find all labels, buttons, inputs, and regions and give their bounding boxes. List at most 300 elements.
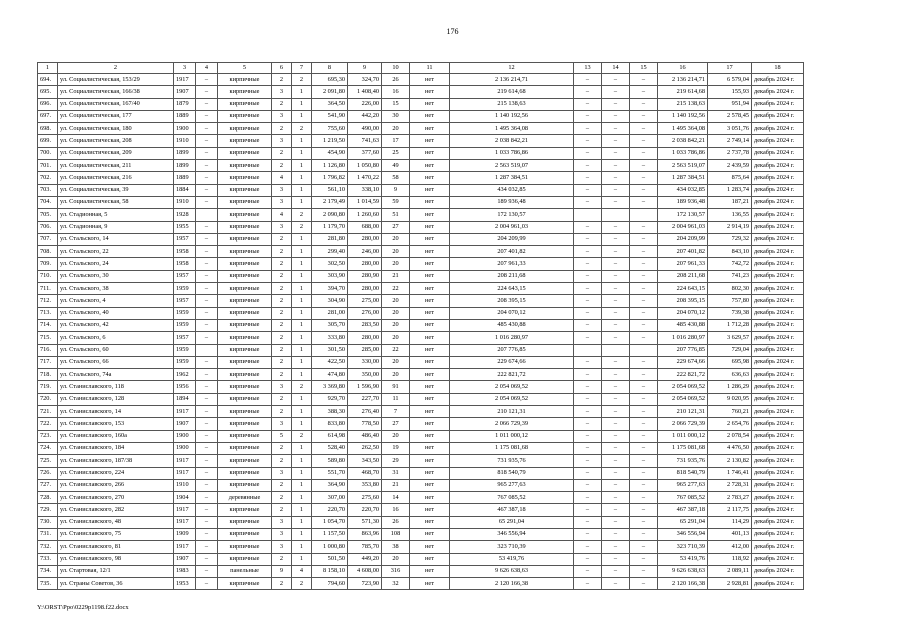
table-row [38,332,804,344]
table-row [38,381,804,393]
table-cell: 364,50 [312,98,348,110]
table-cell: 20 [382,307,410,319]
table-cell: – [602,504,630,516]
table-cell: – [630,504,658,516]
table-cell: декабрь 2024 г. [752,553,804,565]
table-cell: ул. Станиславского, 128 [58,393,174,405]
table-cell: декабрь 2024 г. [752,307,804,319]
table-cell: 281,80 [312,233,348,245]
table-cell: 875,64 [708,172,752,184]
table-cell: декабрь 2024 г. [752,455,804,467]
table-cell: ул. Станиславского, 160а [58,430,174,442]
table-cell: ул. Социалистическая, 167/40 [58,98,174,110]
table-cell: 734. [38,565,58,577]
table-cell: 229 674,66 [450,356,574,368]
table-cell: 7 [382,406,410,418]
table-cell: ул. Стальского, 6 [58,332,174,344]
table-cell: 1 [292,504,312,516]
table-cell: 767 085,52 [450,492,574,504]
table-cell: 11 [382,393,410,405]
table-cell: 2 [272,578,292,590]
table-cell: кирпичные [218,455,272,467]
table-cell: 486,40 [348,430,382,442]
table-cell: – [602,98,630,110]
table-cell: 2 749,14 [708,135,752,147]
table-cell: 708. [38,246,58,258]
table-cell: декабрь 2024 г. [752,344,804,356]
table-cell: 299,40 [312,246,348,258]
table-cell: – [602,332,630,344]
table-cell: ул. Стальского, 40 [58,307,174,319]
table-cell: кирпичные [218,258,272,270]
table-cell: 346 556,94 [450,528,574,540]
table-cell: 1 [292,541,312,553]
table-cell: 1907 [174,418,196,430]
table-cell: декабрь 2024 г. [752,332,804,344]
table-cell: 5 [272,430,292,442]
table-cell: – [630,307,658,319]
table-cell: 729,04 [708,344,752,356]
table-row [38,98,804,110]
table-cell: 1 470,22 [348,172,382,184]
table-cell: 2 117,75 [708,504,752,516]
table-cell: 698. [38,123,58,135]
table-cell: 229 674,66 [658,356,708,368]
table-cell: 2 090,80 [312,209,348,221]
table-cell: кирпичные [218,270,272,282]
table-cell: 285,00 [348,344,382,356]
table-cell: – [196,295,218,307]
table-cell: декабрь 2024 г. [752,418,804,430]
table-cell: кирпичные [218,221,272,233]
table-cell: 1957 [174,295,196,307]
table-cell: 718. [38,369,58,381]
table-cell: 742,72 [708,258,752,270]
table-row [38,147,804,159]
table-cell: 1 175 081,68 [450,442,574,454]
table-cell: 1 [292,344,312,356]
table-cell: нет [410,307,450,319]
table-cell: 730. [38,516,58,528]
table-cell: 735. [38,578,58,590]
table-cell: ул. Станиславского, 184 [58,442,174,454]
table-cell: 741,63 [348,135,382,147]
table-cell: 2 179,49 [312,196,348,208]
table-cell [602,209,630,221]
table-cell: 280,00 [348,233,382,245]
table-cell: 1 175 081,68 [658,442,708,454]
table-cell: 1959 [174,319,196,331]
table-cell: кирпичные [218,578,272,590]
table-cell: 699. [38,135,58,147]
table-row [38,135,804,147]
table-cell: – [602,196,630,208]
table-cell: 1958 [174,246,196,258]
table-cell: – [602,270,630,282]
table-cell [630,344,658,356]
table-cell: 1917 [174,541,196,553]
table-cell: 27 [382,221,410,233]
table-cell: 1904 [174,492,196,504]
table-cell: ул. Социалистическая, 166/38 [58,86,174,98]
table-cell: 1 [292,479,312,491]
table-cell: 1 287 384,51 [658,172,708,184]
table-cell: – [602,147,630,159]
table-cell: 1907 [174,553,196,565]
table-cell: нет [410,369,450,381]
table-cell: 614,98 [312,430,348,442]
table-cell: ул. Стальского, 42 [58,319,174,331]
table-row [38,184,804,196]
table-cell: – [574,467,602,479]
table-cell: 9 020,95 [708,393,752,405]
table-cell: 59 [382,196,410,208]
file-path-footer: Y:\ORST\Ppo\0229p1198.f22.docx [37,604,129,611]
table-cell: декабрь 2024 г. [752,209,804,221]
table-cell: 20 [382,319,410,331]
table-cell: 1 [292,356,312,368]
table-cell: 394,70 [312,283,348,295]
header-cell: 10 [382,63,410,74]
table-cell: – [574,160,602,172]
table-cell: нет [410,221,450,233]
table-cell: 204 070,12 [450,307,574,319]
table-cell: 1959 [174,356,196,368]
table-cell: 2 [292,123,312,135]
table-cell: – [574,369,602,381]
table-cell: 333,80 [312,332,348,344]
table-cell: нет [410,381,450,393]
table-cell: 434 032,85 [450,184,574,196]
header-cell: 8 [312,63,348,74]
table-cell: 1 [292,516,312,528]
table-cell: 172 130,57 [450,209,574,221]
table-cell: 706. [38,221,58,233]
table-cell: 1900 [174,123,196,135]
table-cell: 222 821,72 [450,369,574,381]
table-cell: декабрь 2024 г. [752,86,804,98]
table-cell: 2 783,27 [708,492,752,504]
table-cell: декабрь 2024 г. [752,172,804,184]
table-cell: ул. Стальского, 66 [58,356,174,368]
table-cell: – [196,442,218,454]
table-cell: 726. [38,467,58,479]
table-cell: 3 [272,135,292,147]
table-row [38,393,804,405]
table-cell: декабрь 2024 г. [752,184,804,196]
table-cell: кирпичные [218,479,272,491]
table-cell: 323 710,39 [658,541,708,553]
table-cell: – [196,528,218,540]
table-cell: 65 291,04 [658,516,708,528]
table-cell: 4 [292,565,312,577]
table-cell: нет [410,135,450,147]
table-cell: – [196,233,218,245]
table-cell: – [574,135,602,147]
table-cell: – [602,578,630,590]
table-cell: 794,60 [312,578,348,590]
table-cell: ул. Стальского, 38 [58,283,174,295]
table-cell: 324,70 [348,74,382,86]
table-row [38,565,804,577]
table-cell: декабрь 2024 г. [752,270,804,282]
table-cell: 2 [272,319,292,331]
table-cell [630,209,658,221]
table-cell: 760,21 [708,406,752,418]
table-cell: 1983 [174,565,196,577]
table-cell: нет [410,504,450,516]
table-cell: 364,90 [312,479,348,491]
table-cell: 22 [382,344,410,356]
table-cell: нет [410,246,450,258]
table-cell: 717. [38,356,58,368]
table-cell: – [574,172,602,184]
table-cell: нет [410,295,450,307]
table-cell: – [630,356,658,368]
table-cell: нет [410,160,450,172]
table-cell: 388,30 [312,406,348,418]
table-cell: 280,00 [348,283,382,295]
table-cell: нет [410,528,450,540]
table-cell: 589,80 [312,455,348,467]
table-cell: – [602,528,630,540]
table-cell: кирпичные [218,283,272,295]
table-cell: кирпичные [218,406,272,418]
header-cell: 3 [174,63,196,74]
table-cell: 26 [382,74,410,86]
table-cell: 3 [272,196,292,208]
table-cell: 3 629,57 [708,332,752,344]
table-cell: ул. Социалистическая, 208 [58,135,174,147]
table-cell: 2 [272,455,292,467]
table-cell: декабрь 2024 г. [752,221,804,233]
table-cell: 1 [292,147,312,159]
table-cell: 189 936,48 [450,196,574,208]
table-cell: 377,60 [348,147,382,159]
table-cell: кирпичные [218,516,272,528]
table-row [38,418,804,430]
table-cell: 723. [38,430,58,442]
table-cell: – [630,430,658,442]
table-cell: нет [410,553,450,565]
table-cell: – [574,356,602,368]
table-cell: 20 [382,553,410,565]
table-cell: 1 140 192,56 [658,110,708,122]
table-cell: 21 [382,270,410,282]
table-cell: – [196,430,218,442]
table-cell: 561,10 [312,184,348,196]
table-cell: 707. [38,233,58,245]
table-cell: кирпичные [218,430,272,442]
table-cell: 207 961,33 [658,258,708,270]
table-cell: 1 283,74 [708,184,752,196]
table-cell: декабрь 2024 г. [752,160,804,172]
table-cell: декабрь 2024 г. [752,110,804,122]
table-cell: – [574,221,602,233]
table-row [38,344,804,356]
table-cell: 485 430,88 [658,319,708,331]
table-cell: 2 [292,430,312,442]
table-row [38,221,804,233]
table-cell: 2 [272,479,292,491]
table-cell: нет [410,406,450,418]
table-cell: 1 [292,184,312,196]
table-cell: 705. [38,209,58,221]
table-cell: кирпичные [218,147,272,159]
table-cell: – [574,86,602,98]
table-cell: 2 054 069,52 [658,393,708,405]
table-cell: 2 [292,209,312,221]
header-cell: 16 [658,63,708,74]
table-cell: 207 401,82 [450,246,574,258]
table-cell: нет [410,492,450,504]
table-cell: деревянные [218,492,272,504]
table-cell: ул. Стальского, 14 [58,233,174,245]
table-cell: 401,13 [708,528,752,540]
table-cell: 1 286,29 [708,381,752,393]
table-cell [574,344,602,356]
table-cell: 25 [382,147,410,159]
table-cell: 468,70 [348,467,382,479]
table-row [38,369,804,381]
table-cell: 1 179,70 [312,221,348,233]
table-cell: 1917 [174,74,196,86]
table-cell: декабрь 2024 г. [752,541,804,553]
table-cell: 210 121,31 [658,406,708,418]
table-cell: 1 [292,160,312,172]
table-cell: 833,80 [312,418,348,430]
table-cell: нет [410,233,450,245]
table-cell: 1917 [174,455,196,467]
table-cell: декабрь 2024 г. [752,356,804,368]
table-cell: 1 [292,528,312,540]
table-cell: – [196,332,218,344]
table-cell: 1 [292,283,312,295]
table-cell: 1 287 384,51 [450,172,574,184]
table-cell: 9 626 638,63 [658,565,708,577]
table-cell: – [196,393,218,405]
table-cell: 719. [38,381,58,393]
table-cell: декабрь 2024 г. [752,258,804,270]
table-cell: 338,10 [348,184,382,196]
header-cell: 6 [272,63,292,74]
table-cell: 9 [272,565,292,577]
table-cell: 724. [38,442,58,454]
table-cell: – [196,221,218,233]
table-cell: 1 [292,86,312,98]
table-cell: 1879 [174,98,196,110]
table-cell: кирпичные [218,172,272,184]
table-cell: – [196,307,218,319]
table-cell: – [602,172,630,184]
table-cell: – [602,86,630,98]
table-cell: 215 138,63 [658,98,708,110]
table-cell: 757,80 [708,295,752,307]
table-cell: ул. Стальского, 4 [58,295,174,307]
table-cell: – [196,270,218,282]
table-cell: 1 126,80 [312,160,348,172]
table-cell: кирпичные [218,442,272,454]
table-cell: 490,00 [348,123,382,135]
table-cell: 2 091,80 [312,86,348,98]
table-cell: 2 737,78 [708,147,752,159]
table-cell: 19 [382,442,410,454]
table-cell: 723,90 [348,578,382,590]
table-cell: 53 419,76 [658,553,708,565]
table-cell: – [196,455,218,467]
table-cell: 1953 [174,578,196,590]
table-row [38,233,804,245]
table-cell: 1 157,50 [312,528,348,540]
table-cell: 1 746,41 [708,467,752,479]
table-cell: 17 [382,135,410,147]
table-cell: кирпичные [218,184,272,196]
table-cell: 303,90 [312,270,348,282]
table-cell: – [630,283,658,295]
table-cell: 2 038 842,21 [450,135,574,147]
table-cell: 1900 [174,442,196,454]
table-cell: ул. Стальского, 74а [58,369,174,381]
table-cell: 474,80 [312,369,348,381]
table-cell: – [630,393,658,405]
table-cell: 454,90 [312,147,348,159]
table-cell: – [630,147,658,159]
table-row [38,553,804,565]
table-cell: 207 776,85 [450,344,574,356]
table-cell: – [574,147,602,159]
table-cell: кирпичные [218,344,272,356]
table-cell: 449,20 [348,553,382,565]
table-cell: – [574,553,602,565]
table-cell: – [196,98,218,110]
table-cell: ул. Стадионная, 5 [58,209,174,221]
table-cell: 3 [272,184,292,196]
table-cell: 2 [272,369,292,381]
table-cell: – [630,553,658,565]
table-cell: декабрь 2024 г. [752,430,804,442]
table-cell: 20 [382,369,410,381]
header-cell: 2 [58,63,174,74]
table-cell: 1955 [174,221,196,233]
table-cell: 551,70 [312,467,348,479]
table-row [38,455,804,467]
table-cell: 1889 [174,110,196,122]
table-cell: 2 054 069,52 [658,381,708,393]
table-cell: кирпичные [218,319,272,331]
table-cell: 721. [38,406,58,418]
table-cell: нет [410,455,450,467]
table-row [38,86,804,98]
table-cell: 1 [292,172,312,184]
table-cell: нет [410,86,450,98]
table-cell: 224 643,15 [658,283,708,295]
table-cell: – [196,504,218,516]
table-cell: – [630,479,658,491]
table-cell: 2 004 961,03 [450,221,574,233]
table-cell: – [196,86,218,98]
table-cell: кирпичные [218,110,272,122]
table-cell: – [574,528,602,540]
table-cell: – [602,233,630,245]
table-cell: 2 928,81 [708,578,752,590]
table-cell: кирпичные [218,528,272,540]
table-cell: – [630,86,658,98]
table-cell: 155,93 [708,86,752,98]
table-cell: нет [410,516,450,528]
table-cell: декабрь 2024 г. [752,442,804,454]
table-cell: – [602,184,630,196]
table-cell: 53 419,76 [450,553,574,565]
